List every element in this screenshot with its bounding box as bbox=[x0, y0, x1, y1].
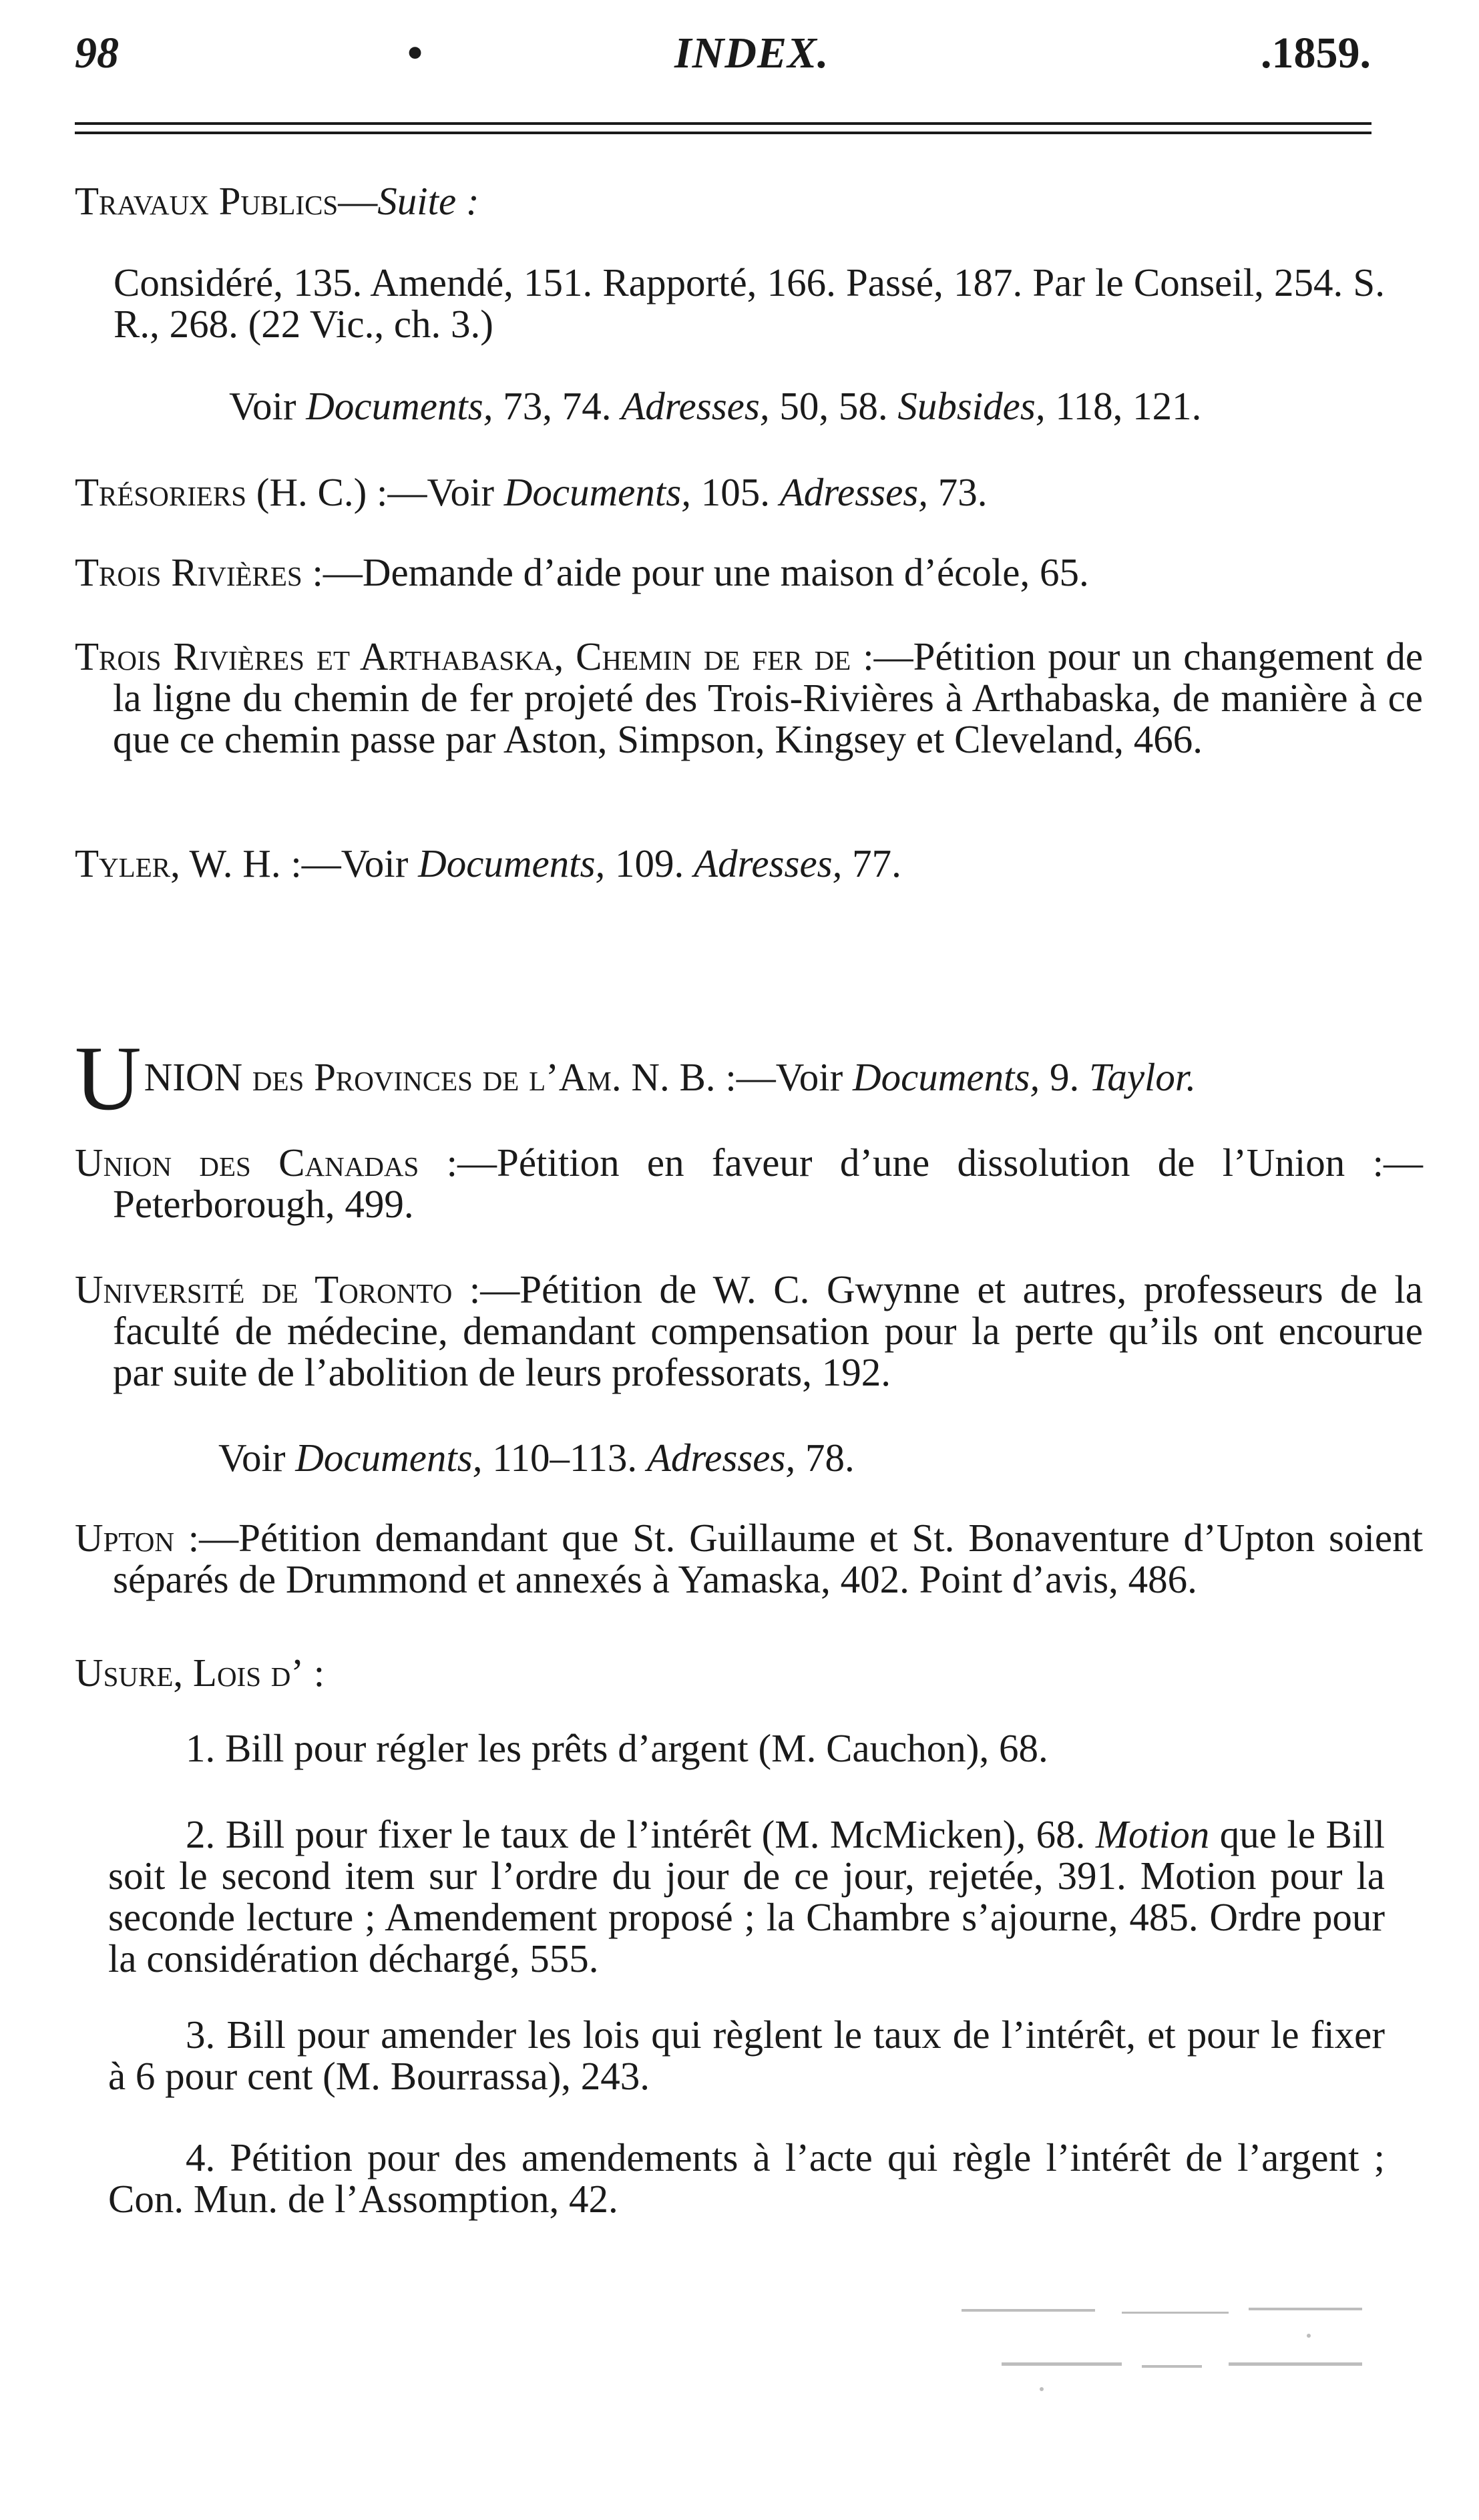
see-part: Voir bbox=[229, 384, 306, 428]
entry-part: Adresses, bbox=[779, 470, 929, 514]
usure-item-3 bbox=[108, 2014, 1385, 2097]
entry-part: (H. C.) :—Voir bbox=[246, 470, 504, 514]
entry-head: Travaux Publics bbox=[75, 179, 339, 223]
usure-item-1 bbox=[186, 1727, 1048, 1769]
entry-part: :—Voir bbox=[715, 1055, 853, 1099]
see-part: Subsides, bbox=[897, 384, 1046, 428]
entry-head: Université de Toronto bbox=[75, 1267, 453, 1311]
entry-part: Documents, bbox=[853, 1055, 1040, 1099]
entry-suite: Suite : bbox=[377, 179, 479, 223]
entry-trois-rivieres bbox=[75, 552, 1385, 593]
entry-union-canadas bbox=[75, 1142, 1423, 1225]
entry-head: Usure, Lois d’ bbox=[75, 1651, 304, 1695]
entry-rest: :—Pétition demandant que St. Guillaume et St. Bonaventure d’Upton soient séparés de Drummond et annexés à Yamaska, 402. Point d’avis, 486. bbox=[113, 1516, 1423, 1601]
entry-rest: :—Pétition pour un changement de la ligne du chemin de fer projeté des Trois-Rivières à Arthabaska, de manière à ce que ce chemin passe par Aston, Simpson, Kingsey et Cleveland, 466. bbox=[113, 634, 1424, 761]
entry-rest: :—Pétition en faveur d’une dissolution de l’Union :—Peterborough, 499. bbox=[113, 1140, 1423, 1226]
entry-head: Trésoriers bbox=[75, 470, 247, 514]
entry-head: Union des Canadas bbox=[75, 1140, 419, 1185]
see-part: Documents, bbox=[295, 1436, 483, 1480]
bleed-through-marks bbox=[962, 2296, 1389, 2402]
entry-part: 9. bbox=[1040, 1055, 1089, 1099]
header-dot: • bbox=[407, 29, 423, 77]
usure-item-4 bbox=[108, 2137, 1385, 2220]
entry-rest: :—Pétition de W. C. Gwynne et autres, professeurs de la faculté de médecine, demandant compensation pour la perte qu’ils ont encourue par suite de l’abolition de leurs professorats, 192. bbox=[113, 1267, 1423, 1394]
see-part: Adresses, bbox=[646, 1436, 796, 1480]
entry-part: W. H. :—Voir bbox=[180, 841, 419, 885]
entry-usure-heading bbox=[75, 1652, 1385, 1693]
entry-travaux-publics-text bbox=[114, 262, 1385, 345]
entry-part: Documents, bbox=[503, 470, 691, 514]
entry-part: Documents, bbox=[418, 841, 606, 885]
see-part: 50, 58. bbox=[769, 384, 898, 428]
usure-item-text: 4. Pétition pour des amendements à l’acte qui règle l’intérêt de l’argent ; Con. Mun. de l’Assomption, 42. bbox=[108, 2135, 1385, 2221]
header-year: .1859. bbox=[1261, 29, 1371, 77]
entry-head: Tyler, bbox=[75, 841, 180, 885]
see-part: 118, 121. bbox=[1045, 384, 1202, 428]
usure-item-part: que le Bill soit le second item sur l’ordre du jour de ce jour, rejetée, 391. Motion pour la seconde lecture ; Amendement proposé ; la Chambre s’ajourne, 485. Ordre pour la considération déchargé, 555. bbox=[108, 1812, 1386, 1980]
usure-item-2 bbox=[108, 1814, 1385, 1979]
entry-part: 73. bbox=[928, 470, 988, 514]
page-number: 98 bbox=[75, 29, 119, 77]
see-part: Adresses, bbox=[621, 384, 770, 428]
entry-tyler bbox=[75, 843, 1385, 884]
entry-part: 105. bbox=[690, 470, 780, 514]
see-part: 110–113. bbox=[482, 1436, 647, 1480]
entry-trois-rivieres-arthabaska bbox=[75, 636, 1423, 760]
entry-head: Trois Rivières et Arthabaska, Chemin de fer de bbox=[75, 634, 851, 678]
entry-part: 109. bbox=[605, 841, 694, 885]
entry-part: Adresses, bbox=[694, 841, 843, 885]
entry-travaux-publics-see bbox=[229, 385, 1201, 427]
entry-universite-toronto bbox=[75, 1269, 1423, 1393]
see-part: Voir bbox=[218, 1436, 296, 1480]
entry-head: NION des Provinces de l’Am. N. B. bbox=[144, 1055, 716, 1099]
entry-travaux-publics-heading bbox=[75, 180, 1385, 222]
entry-union-provinces bbox=[75, 1027, 1385, 1129]
entry-head: Trois Rivières bbox=[75, 550, 302, 594]
header-rule-top bbox=[75, 122, 1371, 125]
entry-rest: :—Demande d’aide pour une maison d’école, 65. bbox=[302, 550, 1089, 594]
entry-universite-see bbox=[218, 1437, 855, 1478]
see-part: 73, 74. bbox=[493, 384, 622, 428]
usure-item-text: 3. Bill pour amender les lois qui règlent le taux de l’intérêt, et pour le fixer à 6 pour cent (M. Bourrassa), 243. bbox=[108, 2013, 1385, 2098]
entry-dash: — bbox=[338, 179, 378, 223]
usure-item-text: 1. Bill pour régler les prêts d’argent (M. Cauchon), 68. bbox=[186, 1726, 1048, 1770]
header-rule-bottom bbox=[75, 132, 1371, 134]
usure-item-part: 2. Bill pour fixer le taux de l’intérêt (M. McMicken), 68. bbox=[186, 1812, 1096, 1856]
entry-tresoriers bbox=[75, 471, 1385, 513]
see-part: 78. bbox=[795, 1436, 855, 1480]
entry-rest: : bbox=[304, 1651, 325, 1695]
page-title: INDEX. bbox=[674, 29, 829, 77]
see-part: Documents, bbox=[306, 384, 493, 428]
entry-upton bbox=[75, 1517, 1423, 1600]
entry-text: Considéré, 135. Amendé, 151. Rapporté, 166. Passé, 187. Par le Conseil, 254. S. R., 268. (22 Vic., ch. 3.) bbox=[114, 260, 1385, 346]
drop-cap: U bbox=[75, 1027, 142, 1129]
entry-part: Taylor. bbox=[1088, 1055, 1197, 1099]
usure-item-part: Motion bbox=[1095, 1812, 1210, 1856]
entry-part: 77. bbox=[842, 841, 901, 885]
entry-head: Upton bbox=[75, 1516, 174, 1560]
